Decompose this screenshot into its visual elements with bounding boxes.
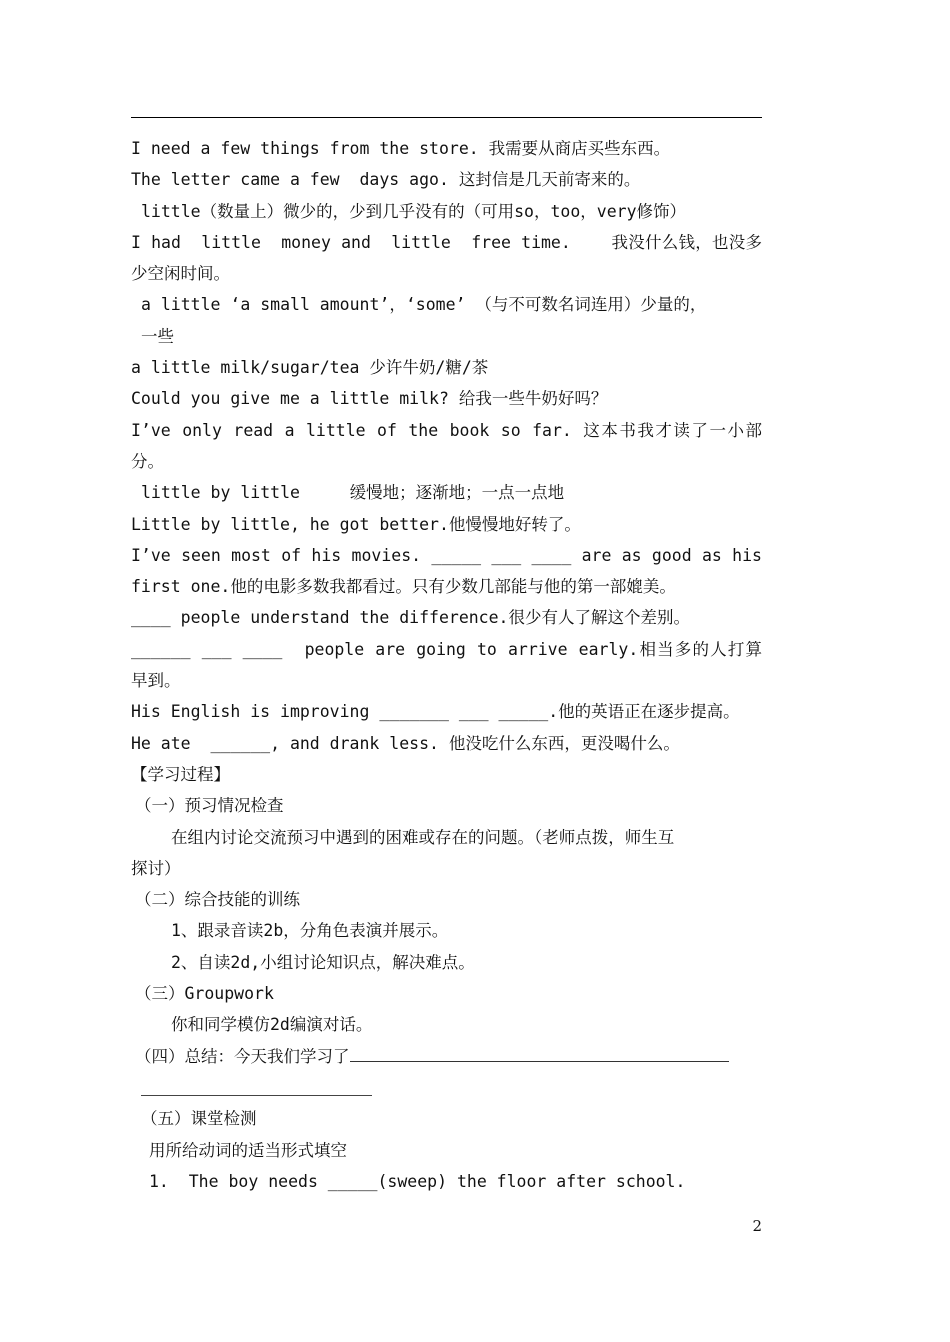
text-line: 探讨） (131, 858, 181, 878)
header-rule (131, 117, 762, 118)
text-line: His English is improving _______ ___ _____.他的英语正在逐步提高。 (131, 702, 740, 722)
summary-line (131, 1041, 762, 1072)
section-heading: 【学习过程】 (131, 764, 230, 784)
text-line: Could you give me a little milk? 给我一些牛奶好吗？ (131, 389, 608, 409)
text-line: ____ people understand the difference.很少有人了解这个差别。 (131, 608, 690, 628)
text-line: little by little 缓慢地；逐渐地；一点一点地 (141, 483, 565, 503)
text-line: 在组内讨论交流预习中遇到的困难或存在的问题。（老师点拨，师生互 (171, 827, 675, 847)
text-line: first one.他的电影多数我都看过。只有少数几部能与他的第一部媲美。 (131, 577, 676, 597)
exercise-item: 1. The boy needs _____(sweep) the floor after school. (149, 1171, 686, 1191)
subsection-heading: （三）Groupwork (135, 984, 274, 1004)
text-line: 分。 (131, 451, 164, 471)
text-line: 你和同学模仿2d编演对话。 (171, 1015, 373, 1035)
text-line: I had little money and little free time. 我没什么钱，也没多 (131, 232, 762, 252)
text-line: 1、跟录音读2b，分角色表演并展示。 (171, 921, 449, 941)
subsection-heading: （一）预习情况检查 (135, 796, 284, 816)
blank-line (131, 1072, 762, 1103)
text-line: 2、自读2d,小组讨论知识点，解决难点。 (171, 952, 475, 972)
subsection-heading: （五）课堂检测 (141, 1109, 257, 1129)
text-line: 早到。 (131, 671, 181, 691)
text-line: a little ‘a small amount’，‘some’ （与不可数名词连用）少量的， (141, 295, 707, 315)
subsection-heading: （二）综合技能的训练 (135, 890, 300, 910)
text-line: I’ve only read a little of the book so far. 这本书我才读了一小部 (131, 420, 762, 440)
text-line: 少空闲时间。 (131, 264, 230, 284)
text-line: a little milk/sugar/tea 少许牛奶/糖/茶 (131, 358, 489, 378)
text-line: The letter came a few days ago. 这封信是几天前寄来的。 (131, 170, 641, 190)
text-line: 用所给动词的适当形式填空 (149, 1140, 347, 1160)
text-line: He ate ______, and drank less. 他没吃什么东西，更没喝什么。 (131, 733, 680, 753)
summary-blank-continuation (141, 1095, 372, 1096)
text-line: 一些 (141, 326, 174, 346)
summary-label: （四）总结：今天我们学习了 (135, 1046, 350, 1066)
text-line: I’ve seen most of his movies. _____ ___ ____ are as good as his (131, 545, 762, 565)
summary-blank (350, 1044, 729, 1062)
body-text (131, 133, 762, 1197)
text-line: Little by little, he got better.他慢慢地好转了。 (131, 514, 581, 534)
page-number: 2 (752, 1217, 762, 1235)
text-line: ______ ___ ____ people are going to arrive early.相当多的人打算 (131, 639, 762, 659)
text-line: little（数量上）微少的，少到几乎没有的（可用so，too，very修饰） (141, 201, 687, 221)
text-line: I need a few things from the store. 我需要从商店买些东西。 (131, 139, 671, 158)
